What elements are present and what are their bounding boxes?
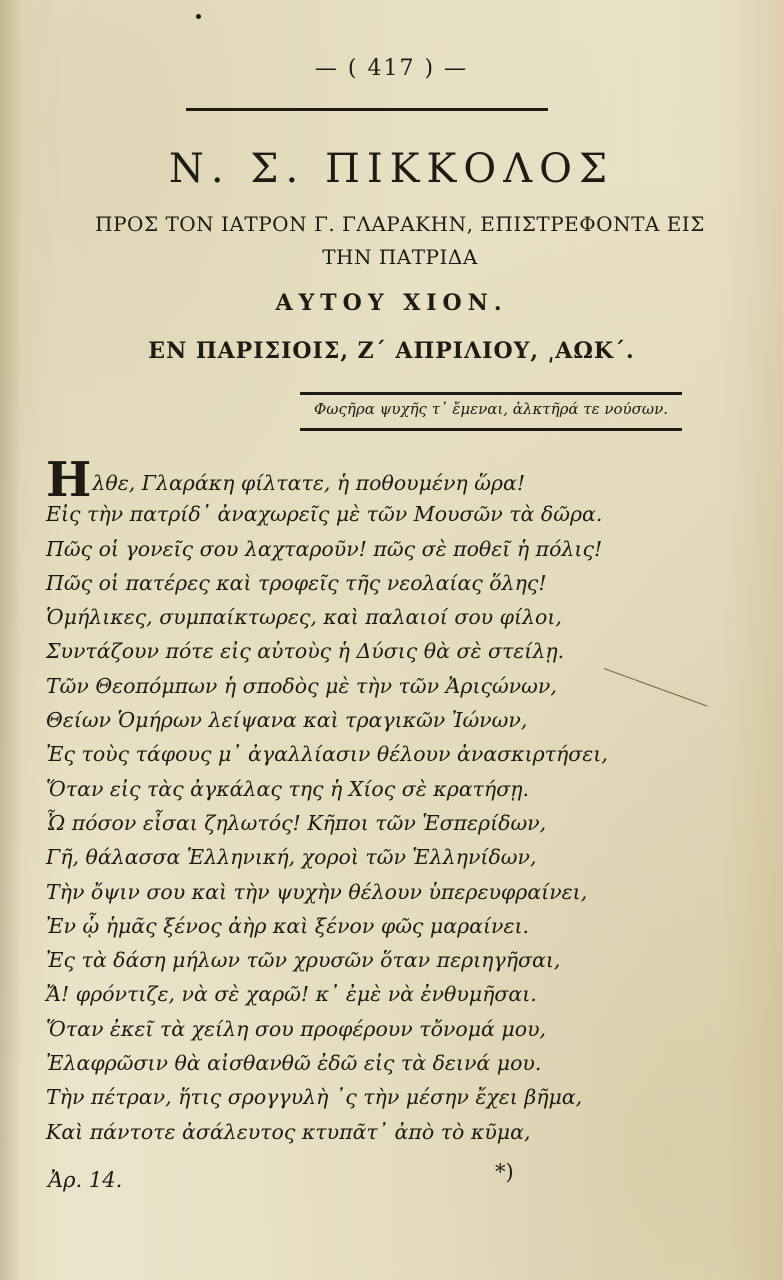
epigraph-rule-bottom <box>300 428 682 431</box>
verse-line: Ὁμήλικες, συμπαίκτωρες, καὶ παλαιοί σου φίλοι, <box>46 605 562 630</box>
verse-line: Ἐλαφρῶσιν θὰ αἰσθανθῶ ἐδῶ εἰς τὰ δεινά μου. <box>46 1051 542 1076</box>
verse-line: Πῶς οἱ γονεῖς σου λαχταροῦν! πῶς σὲ ποθεῖ ἡ πόλις! <box>46 536 603 561</box>
verse-line: Ὦ πόσον εἶσαι ζηλωτός! Κῆποι τῶν Ἑσπερίδων, <box>46 810 547 835</box>
drop-cap: Η <box>46 452 92 508</box>
page-number: — ( 417 ) — <box>314 56 469 81</box>
verse-line: Ηλθε, Γλαράκη φίλτατε, ἡ ποθουμένη ὥρα! <box>46 452 526 508</box>
verse-line: Τῶν Θεοπόμπων ἡ σποδὸς μὲ τὴν τῶν Ἀριςώνων, <box>46 673 557 698</box>
header-rule <box>186 108 548 111</box>
signature-mark: Ἀρ. 14. <box>48 1168 123 1192</box>
verse-line: Θείων Ὁμήρων λείψανα καὶ τραγικῶν Ἰώνων, <box>46 708 528 733</box>
dateline: ΕΝ ΠΑΡΙΣΙΟΙΣ, Ζ΄ ΑΠΡΙΛΙΟΥ, ͵ΑΩΚ΄. <box>148 338 635 364</box>
verse-line: Πῶς οἱ πατέρες καὶ τροφεῖς τῆς νεολαίας ὅλης! <box>46 570 547 595</box>
ink-speck <box>196 14 201 19</box>
epigraph: Φωςῆρα ψυχῆς τ᾽ ἔμεναι, ἀλκτῆρά τε νούσων. <box>313 400 669 418</box>
footnote-marker: *) <box>495 1160 514 1184</box>
epigraph-rule-top <box>300 392 682 395</box>
gutter-shadow <box>0 0 22 1280</box>
verse-line: Τὴν ὄψιν σου καὶ τὴν ψυχὴν θέλουν ὑπερευφραίνει, <box>46 879 588 904</box>
poem-author-title: Ν. Σ. ΠΙΚΚΟΛΟΣ <box>168 146 615 192</box>
verse-line: Ὅταν εἰς τὰς ἀγκάλας της ἡ Χίος σὲ κρατήσῃ. <box>46 776 530 801</box>
verse-line: Ἐν ᾧ ἡμᾶς ξένος ἀὴρ καὶ ξένον φῶς μαραίνει. <box>46 913 530 938</box>
verse-line: Τὴν πέτραν, ἥτις σρογγυλὴ ᾽ς τὴν μέσην ἔχει βῆμα, <box>46 1085 583 1110</box>
verse-line: Ὅταν ἐκεῖ τὰ χείλη σου προφέρουν τὄνομά μου, <box>46 1016 547 1041</box>
verse-line: Γῆ, θάλασσα Ἑλληνική, χοροὶ τῶν Ἑλληνίδων, <box>46 845 537 870</box>
author-origin: ΑΥΤΟΥ ΧΙΟΝ. <box>275 290 508 316</box>
poem-verses <box>46 452 766 1149</box>
verse-line: Καὶ πάντοτε ἀσάλευτος κτυπᾶτ᾽ ἀπὸ τὸ κῦμα, <box>46 1119 531 1144</box>
verse-line: Ἄ! φρόντιζε, νὰ σὲ χαρῶ! κ᾽ ἐμὲ νὰ ἐνθυμῆσαι. <box>46 982 537 1007</box>
verse-line: Ἐς τοὺς τάφους μ᾽ ἀγαλλίασιν θέλουν ἀνασκιρτήσει, <box>46 742 608 767</box>
poem-dedication: ΠΡΟΣ ΤΟΝ ΙΑΤΡΟΝ Γ. ΓΛΑΡΑΚΗΝ, ΕΠΙΣΤΡΕΦΟΝΤΑ ΕΙΣ ΤΗΝ ΠΑΤΡΙΔΑ <box>95 212 705 269</box>
verse-line: Ἐς τὰ δάση μήλων τῶν χρυσῶν ὅταν περιηγῆσαι, <box>46 948 561 973</box>
verse-line: Συντάζουν πότε εἰς αὐτοὺς ἡ Δύσις θὰ σὲ στείλῃ. <box>46 639 565 664</box>
verse-line: Εἰς τὴν πατρίδ᾽ ἀναχωρεῖς μὲ τῶν Μουσῶν τὰ δῶρα. <box>46 502 603 527</box>
